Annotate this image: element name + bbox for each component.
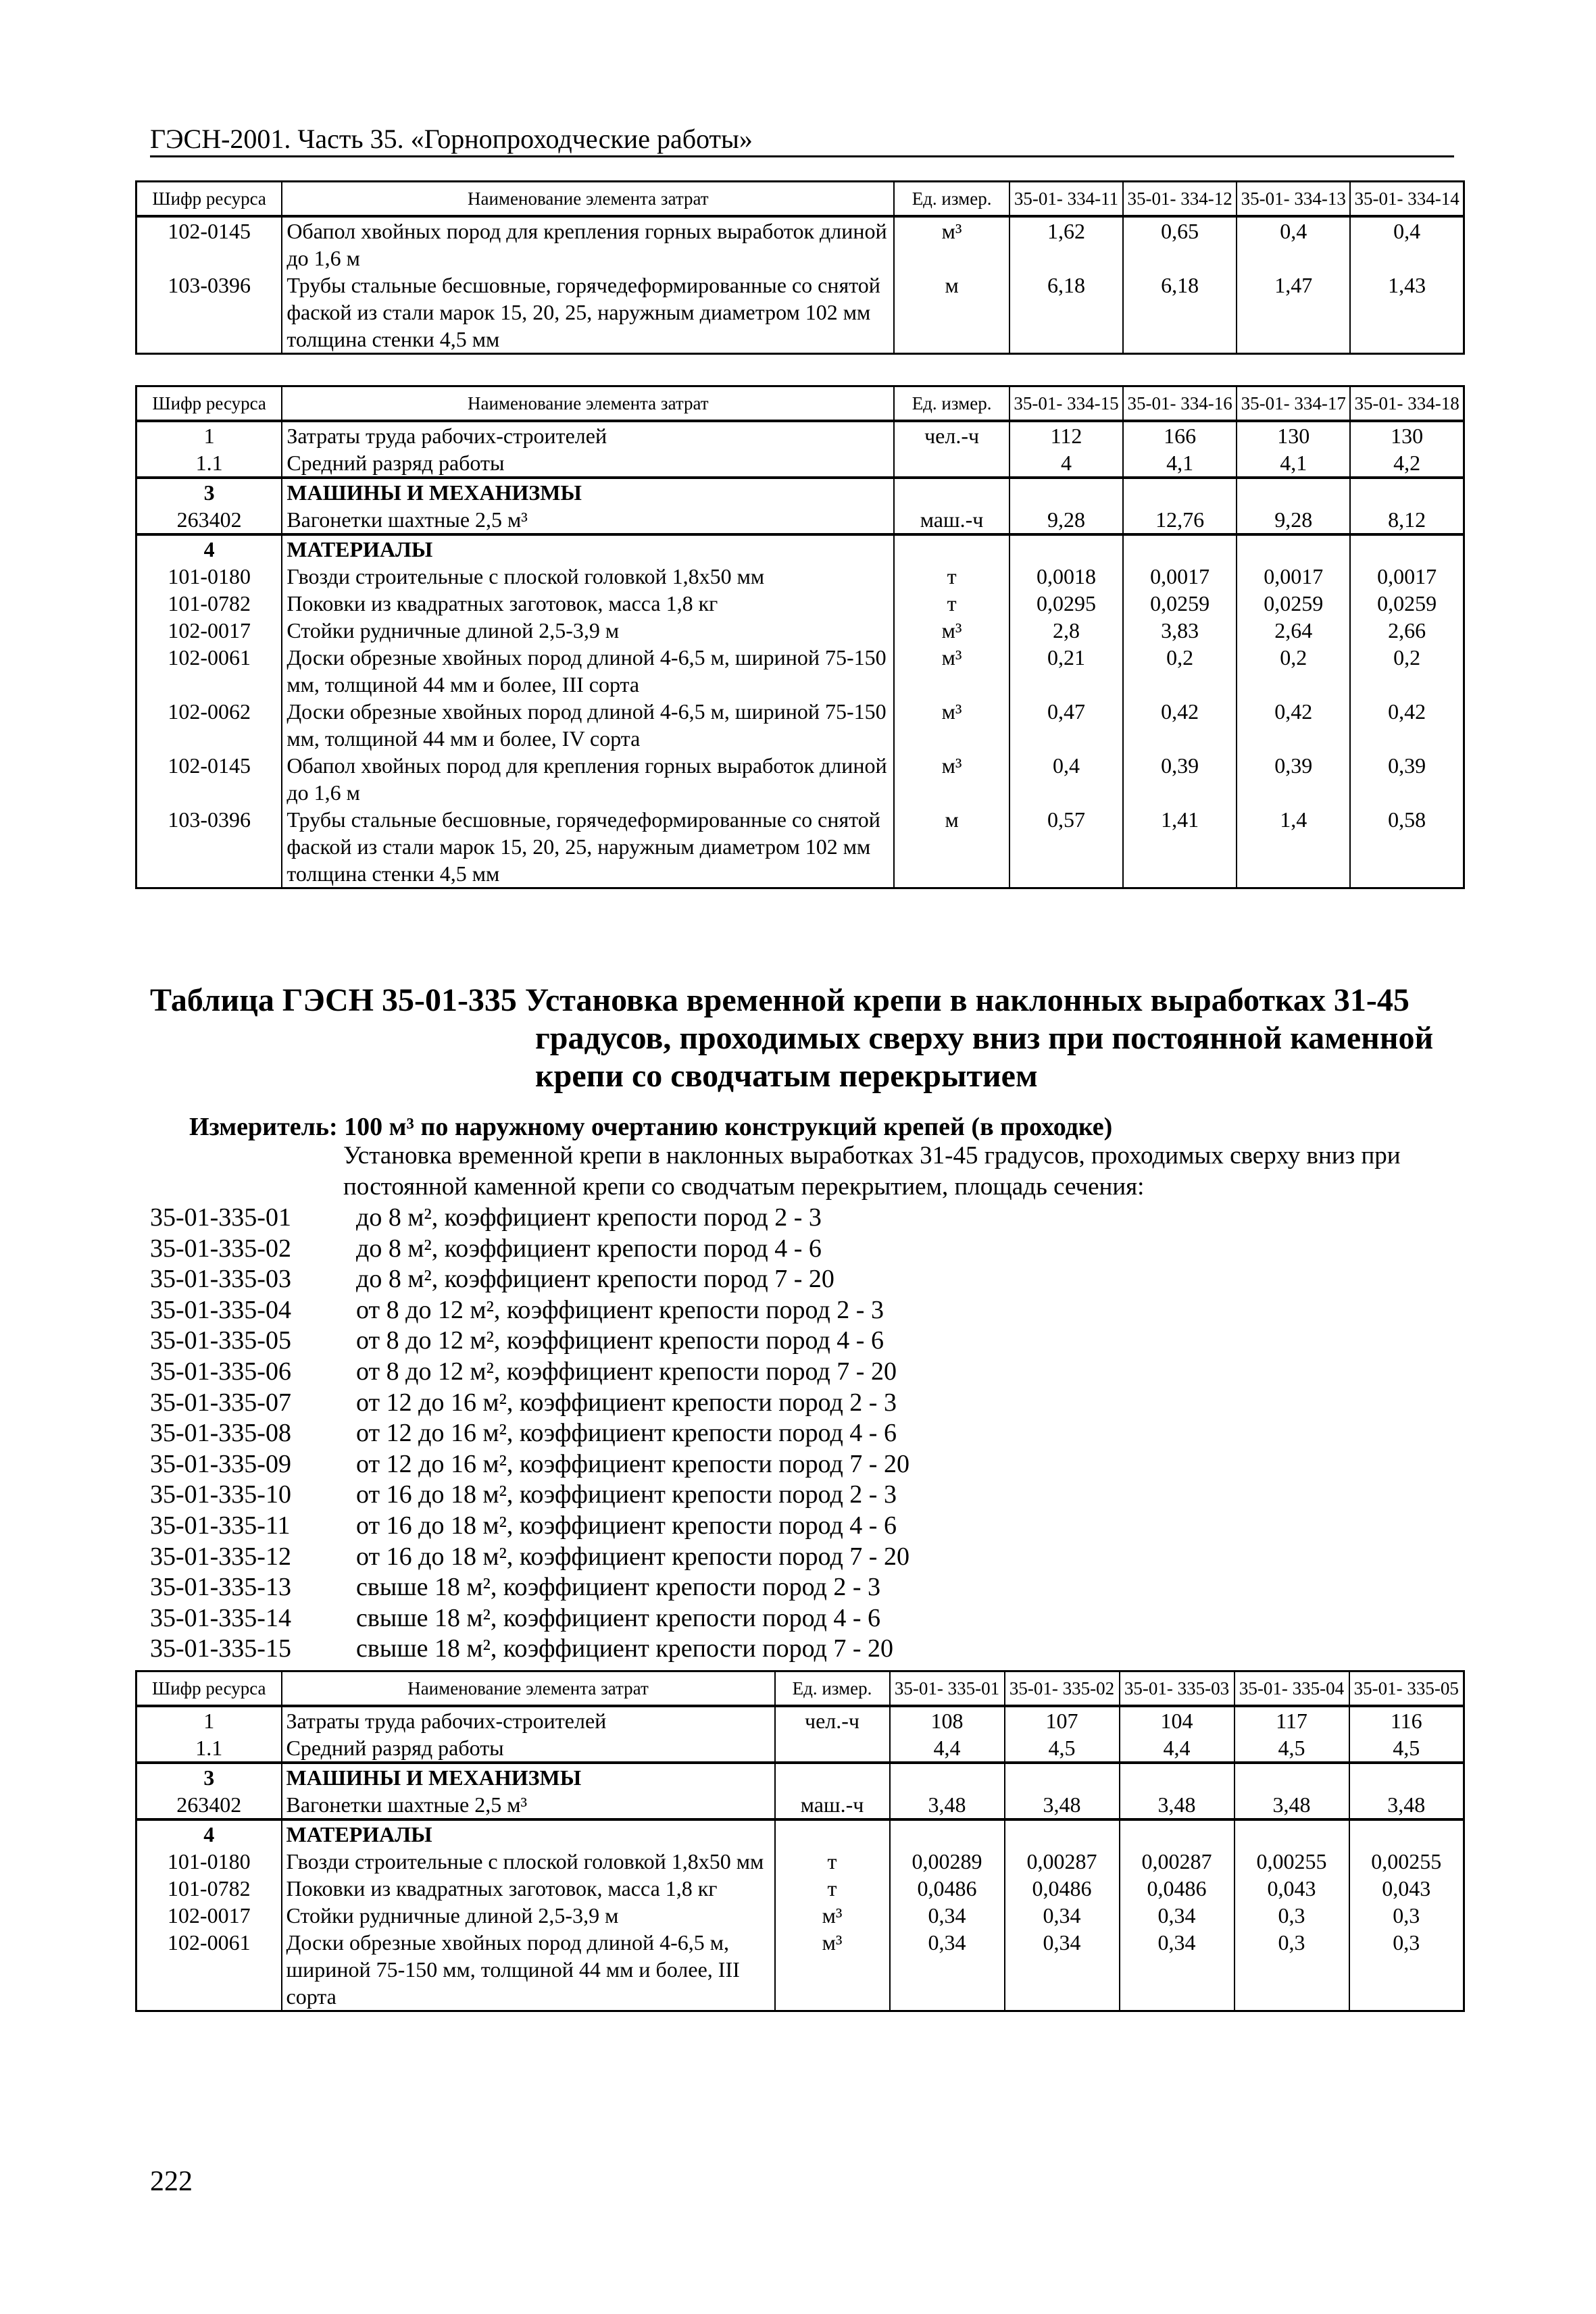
norm-code-description: от 12 до 16 м², коэффициент крепости пород 7 - 20 — [356, 1449, 909, 1478]
resource-name: МАШИНЫ И МЕХАНИЗМЫ — [282, 478, 894, 506]
norm-code-item — [150, 1264, 909, 1295]
norm-code-item — [150, 1603, 909, 1634]
norm-value: 0,34 — [890, 1902, 1005, 1929]
resource-code: 101-0180 — [136, 1848, 282, 1875]
resource-code: 263402 — [136, 1791, 282, 1819]
norm-value: 0,0259 — [1123, 590, 1237, 617]
norm-code: 35-01-335-03 — [150, 1265, 291, 1294]
norm-code-item — [150, 1357, 909, 1388]
resource-name: Трубы стальные бесшовные, горячедеформированные со снятой фаской из стали марок 15, 20, 25, наружным диаметром 102 мм толщина стенки 4,5 мм — [282, 806, 894, 888]
norm-value — [1237, 534, 1350, 563]
norm-value — [1120, 1763, 1235, 1791]
norm-value — [1237, 478, 1350, 506]
table-row — [136, 1763, 1464, 1791]
header-code: Шифр ресурса — [136, 182, 282, 217]
table-title-line-3: крепи со сводчатым перекрытием — [535, 1058, 1038, 1094]
norm-value: 0,0259 — [1237, 590, 1350, 617]
resource-name: Вагонетки шахтные 2,5 м³ — [282, 506, 894, 534]
table-row — [136, 421, 1464, 449]
norm-value: 12,76 — [1123, 506, 1237, 534]
norm-value: 0,3 — [1235, 1929, 1349, 2011]
norm-code-item — [150, 1572, 909, 1603]
norm-value: 0,42 — [1237, 698, 1350, 752]
unit-of-measure — [775, 1734, 890, 1763]
unit-of-measure — [894, 534, 1009, 563]
norm-value: 0,39 — [1123, 752, 1237, 806]
norm-value — [1349, 1819, 1464, 1848]
norm-value: 0,0018 — [1009, 563, 1123, 590]
table-header-row — [136, 386, 1464, 422]
table-row — [136, 1706, 1464, 1734]
norm-value: 1,62 — [1009, 216, 1123, 272]
norm-value: 0,00255 — [1235, 1848, 1349, 1875]
norm-value: 0,00287 — [1120, 1848, 1235, 1875]
resource-name: Доски обрезные хвойных пород длиной 4-6,5 м, шириной 75-150 мм, толщиной 44 мм и более, IV сорта — [282, 698, 894, 752]
norm-value: 0,34 — [1005, 1929, 1120, 2011]
resource-code: 3 — [136, 1763, 282, 1791]
header-norm-code: 35-01- 334-15 — [1009, 386, 1123, 422]
norm-value: 0,2 — [1123, 644, 1237, 698]
table-row — [136, 644, 1464, 698]
norm-code: 35-01-335-06 — [150, 1357, 291, 1386]
norm-value: 6,18 — [1009, 272, 1123, 354]
norm-value — [1349, 1763, 1464, 1791]
norm-value — [1120, 1819, 1235, 1848]
header-norm-code: 35-01- 335-01 — [890, 1671, 1005, 1707]
table-title — [150, 982, 1468, 1095]
header-norm-code: 35-01- 335-04 — [1235, 1671, 1349, 1707]
norm-value: 2,8 — [1009, 617, 1123, 644]
norm-value: 3,48 — [890, 1791, 1005, 1819]
table-row — [136, 1734, 1464, 1763]
norm-value: 130 — [1237, 421, 1350, 449]
norm-code-description: от 16 до 18 м², коэффициент крепости пород 4 - 6 — [356, 1511, 897, 1540]
norm-code: 35-01-335-11 — [150, 1511, 291, 1540]
resource-code: 101-0782 — [136, 1875, 282, 1902]
norm-code-item — [150, 1234, 909, 1265]
unit-of-measure: маш.-ч — [775, 1791, 890, 1819]
norm-code: 35-01-335-05 — [150, 1326, 291, 1355]
table-title-line-2: градусов, проходимых сверху вниз при постоянной каменной — [535, 1020, 1434, 1056]
resource-name: МАТЕРИАЛЫ — [282, 534, 894, 563]
resource-name: Затраты труда рабочих-строителей — [282, 1706, 775, 1734]
resource-name: Гвозди строительные с плоской головкой 1,8х50 мм — [282, 563, 894, 590]
table-row — [136, 617, 1464, 644]
section-description: Установка временной крепи в наклонных выработках 31-45 градусов, проходимых сверху вниз при постоянной каменной крепи со сводчатым перекрытием, площадь сечения: — [343, 1142, 1401, 1201]
norm-code-description: свыше 18 м², коэффициент крепости пород 7 - 20 — [356, 1634, 893, 1663]
resource-name: Вагонетки шахтные 2,5 м³ — [282, 1791, 775, 1819]
norm-value: 0,0017 — [1123, 563, 1237, 590]
norm-value — [1005, 1763, 1120, 1791]
resource-code: 102-0145 — [136, 216, 282, 272]
norm-value: 0,3 — [1349, 1902, 1464, 1929]
norm-value: 6,18 — [1123, 272, 1237, 354]
norm-value: 4,2 — [1350, 449, 1464, 478]
norm-value: 0,34 — [890, 1929, 1005, 2011]
norm-value: 0,42 — [1350, 698, 1464, 752]
norm-value: 3,48 — [1005, 1791, 1120, 1819]
resource-name: Обапол хвойных пород для крепления горных выработок длиной до 1,6 м — [282, 752, 894, 806]
norm-code-description: до 8 м², коэффициент крепости пород 7 - 20 — [356, 1265, 834, 1294]
norm-value: 0,0017 — [1350, 563, 1464, 590]
header-rule — [150, 155, 1454, 157]
norm-code-description: от 8 до 12 м², коэффициент крепости пород 2 - 3 — [356, 1295, 884, 1324]
header-norm-code: 35-01- 335-05 — [1349, 1671, 1464, 1707]
norm-code-item — [150, 1449, 909, 1480]
norm-value — [890, 1819, 1005, 1848]
norm-value: 0,34 — [1005, 1902, 1120, 1929]
resource-name: Стойки рудничные длиной 2,5-3,9 м — [282, 617, 894, 644]
norm-value: 0,043 — [1235, 1875, 1349, 1902]
norm-code: 35-01-335-01 — [150, 1203, 291, 1232]
norm-code: 35-01-335-04 — [150, 1295, 291, 1324]
table-title-line-1: Таблица ГЭСН 35-01-335 Установка временной крепи в наклонных выработках 31-45 — [150, 982, 1410, 1018]
resource-code: 102-0062 — [136, 698, 282, 752]
resource-name: Поковки из квадратных заготовок, масса 1,8 кг — [282, 1875, 775, 1902]
unit-of-measure: м³ — [894, 216, 1009, 272]
table-row — [136, 1791, 1464, 1819]
table-row — [136, 752, 1464, 806]
resource-code: 102-0017 — [136, 617, 282, 644]
resource-name: Трубы стальные бесшовные, горячедеформированные со снятой фаской из стали марок 15, 20, 25, наружным диаметром 102 мм толщина стенки 4,5 мм — [282, 272, 894, 354]
norm-code: 35-01-335-02 — [150, 1234, 291, 1263]
header-unit: Ед. измер. — [894, 386, 1009, 422]
table-row — [136, 1902, 1464, 1929]
norm-value: 0,0486 — [890, 1875, 1005, 1902]
norm-value: 0,2 — [1350, 644, 1464, 698]
norm-value: 0,0295 — [1009, 590, 1123, 617]
resource-name: Поковки из квадратных заготовок, масса 1,8 кг — [282, 590, 894, 617]
norm-value: 9,28 — [1237, 506, 1350, 534]
resource-name: МАТЕРИАЛЫ — [282, 1819, 775, 1848]
norm-value: 0,0486 — [1120, 1875, 1235, 1902]
resource-code: 102-0061 — [136, 644, 282, 698]
norm-value: 0,043 — [1349, 1875, 1464, 1902]
table-row — [136, 449, 1464, 478]
norm-code: 35-01-335-15 — [150, 1634, 291, 1663]
norm-value: 4 — [1009, 449, 1123, 478]
unit-of-measure: т — [775, 1848, 890, 1875]
table-row — [136, 1875, 1464, 1902]
norm-code-description: от 12 до 16 м², коэффициент крепости пород 4 - 6 — [356, 1419, 897, 1448]
unit-of-measure: м³ — [775, 1902, 890, 1929]
norm-value: 4,5 — [1235, 1734, 1349, 1763]
header-unit: Ед. измер. — [894, 182, 1009, 217]
unit-of-measure: м³ — [894, 617, 1009, 644]
table-header-row — [136, 1671, 1464, 1707]
norm-value: 0,3 — [1349, 1929, 1464, 2011]
unit-of-measure: маш.-ч — [894, 506, 1009, 534]
norm-value: 1,41 — [1123, 806, 1237, 888]
norm-value: 3,48 — [1235, 1791, 1349, 1819]
header-norm-code: 35-01- 334-13 — [1237, 182, 1350, 217]
resource-code: 102-0061 — [136, 1929, 282, 2011]
norm-value: 166 — [1123, 421, 1237, 449]
header-norm-code: 35-01- 334-16 — [1123, 386, 1237, 422]
table-row — [136, 534, 1464, 563]
norm-value: 0,34 — [1120, 1902, 1235, 1929]
header-name: Наименование элемента затрат — [282, 386, 894, 422]
norm-code: 35-01-335-08 — [150, 1419, 291, 1448]
norm-value: 0,4 — [1237, 216, 1350, 272]
unit-of-measure: т — [775, 1875, 890, 1902]
norm-value: 0,4 — [1350, 216, 1464, 272]
norm-value: 3,48 — [1120, 1791, 1235, 1819]
header-unit: Ед. измер. — [775, 1671, 890, 1707]
norm-code-description: свыше 18 м², коэффициент крепости пород 4 - 6 — [356, 1603, 880, 1632]
norm-code-item — [150, 1634, 909, 1665]
norm-value: 112 — [1009, 421, 1123, 449]
header-norm-code: 35-01- 334-17 — [1237, 386, 1350, 422]
resource-code: 103-0396 — [136, 272, 282, 354]
resource-name: Доски обрезные хвойных пород длиной 4-6,5 м, шириной 75-150 мм, толщиной 44 мм и более, III сорта — [282, 1929, 775, 2011]
resource-name: Обапол хвойных пород для крепления горных выработок длиной до 1,6 м — [282, 216, 894, 272]
unit-of-measure — [894, 449, 1009, 478]
header-norm-code: 35-01- 334-14 — [1350, 182, 1464, 217]
norm-code-description: от 16 до 18 м², коэффициент крепости пород 2 - 3 — [356, 1480, 897, 1509]
unit-of-measure: т — [894, 590, 1009, 617]
norm-code: 35-01-335-12 — [150, 1542, 291, 1571]
norm-value — [1235, 1763, 1349, 1791]
header-code: Шифр ресурса — [136, 386, 282, 422]
norm-value: 3,48 — [1349, 1791, 1464, 1819]
norm-code-list — [150, 1203, 909, 1665]
norm-value: 4,5 — [1349, 1734, 1464, 1763]
norm-code-item — [150, 1326, 909, 1357]
unit-of-measure: чел.-ч — [894, 421, 1009, 449]
resource-name: Доски обрезные хвойных пород длиной 4-6,5 м, шириной 75-150 мм, толщиной 44 мм и более, III сорта — [282, 644, 894, 698]
table-row — [136, 1819, 1464, 1848]
norm-code-item — [150, 1511, 909, 1542]
norm-value: 116 — [1349, 1706, 1464, 1734]
resource-code: 1.1 — [136, 1734, 282, 1763]
resource-code: 263402 — [136, 506, 282, 534]
norm-code-item — [150, 1295, 909, 1326]
norm-code-description: от 8 до 12 м², коэффициент крепости пород 4 - 6 — [356, 1326, 884, 1355]
norm-code: 35-01-335-14 — [150, 1603, 291, 1632]
page-number: 222 — [150, 2166, 193, 2197]
norm-value: 0,00255 — [1349, 1848, 1464, 1875]
unit-of-measure: м³ — [894, 644, 1009, 698]
norm-value: 4,4 — [1120, 1734, 1235, 1763]
table-row — [136, 216, 1464, 272]
norm-value — [1235, 1819, 1349, 1848]
norm-code-item — [150, 1388, 909, 1419]
resource-name: Затраты труда рабочих-строителей — [282, 421, 894, 449]
resource-code: 101-0782 — [136, 590, 282, 617]
resource-code: 4 — [136, 1819, 282, 1848]
unit-of-measure: м — [894, 806, 1009, 888]
norm-value: 130 — [1350, 421, 1464, 449]
norm-value: 108 — [890, 1706, 1005, 1734]
norm-value — [1009, 478, 1123, 506]
resource-code: 3 — [136, 478, 282, 506]
norm-value — [1350, 534, 1464, 563]
norm-value: 0,65 — [1123, 216, 1237, 272]
norm-value: 117 — [1235, 1706, 1349, 1734]
norm-code-item — [150, 1203, 909, 1234]
table-row — [136, 1848, 1464, 1875]
norm-value: 2,64 — [1237, 617, 1350, 644]
norm-value: 107 — [1005, 1706, 1120, 1734]
norm-value — [1009, 534, 1123, 563]
unit-of-measure: м — [894, 272, 1009, 354]
meter-label: Измеритель: 100 м³ по наружному очертанию конструкций крепей (в проходке) — [189, 1113, 1113, 1141]
norm-value: 1,4 — [1237, 806, 1350, 888]
header-norm-code: 35-01- 334-18 — [1350, 386, 1464, 422]
unit-of-measure — [775, 1763, 890, 1791]
norm-code-description: от 8 до 12 м², коэффициент крепости пород 7 - 20 — [356, 1357, 897, 1386]
resource-code: 101-0180 — [136, 563, 282, 590]
norm-value: 0,0017 — [1237, 563, 1350, 590]
resource-code: 102-0017 — [136, 1902, 282, 1929]
norm-code: 35-01-335-13 — [150, 1573, 291, 1602]
table-row — [136, 272, 1464, 354]
norm-value: 104 — [1120, 1706, 1235, 1734]
resource-name: МАШИНЫ И МЕХАНИЗМЫ — [282, 1763, 775, 1791]
unit-of-measure: т — [894, 563, 1009, 590]
header-name: Наименование элемента затрат — [282, 1671, 775, 1707]
norm-value: 0,0259 — [1350, 590, 1464, 617]
norm-value: 0,21 — [1009, 644, 1123, 698]
norm-value: 0,47 — [1009, 698, 1123, 752]
norm-code-description: от 12 до 16 м², коэффициент крепости пород 2 - 3 — [356, 1388, 897, 1417]
table-row — [136, 1929, 1464, 2011]
header-name: Наименование элемента затрат — [282, 182, 894, 217]
norm-code-description: от 16 до 18 м², коэффициент крепости пород 7 - 20 — [356, 1542, 909, 1571]
norm-value — [1350, 478, 1464, 506]
unit-of-measure — [894, 478, 1009, 506]
norm-value: 1,43 — [1350, 272, 1464, 354]
header-norm-code: 35-01- 335-02 — [1005, 1671, 1120, 1707]
norm-value: 0,0486 — [1005, 1875, 1120, 1902]
resource-name: Средний разряд работы — [282, 449, 894, 478]
resource-code: 4 — [136, 534, 282, 563]
norm-value — [890, 1763, 1005, 1791]
norm-value: 4,5 — [1005, 1734, 1120, 1763]
norm-value: 2,66 — [1350, 617, 1464, 644]
norm-value: 0,2 — [1237, 644, 1350, 698]
norm-value: 4,4 — [890, 1734, 1005, 1763]
resource-name: Стойки рудничные длиной 2,5-3,9 м — [282, 1902, 775, 1929]
norm-value: 0,57 — [1009, 806, 1123, 888]
unit-of-measure: чел.-ч — [775, 1706, 890, 1734]
norm-value: 0,39 — [1350, 752, 1464, 806]
norm-code-description: свыше 18 м², коэффициент крепости пород 2 - 3 — [356, 1573, 880, 1602]
unit-of-measure: м³ — [894, 698, 1009, 752]
resource-table-335-01-05 — [135, 1670, 1465, 2012]
norm-value: 4,1 — [1237, 449, 1350, 478]
norm-value: 0,00289 — [890, 1848, 1005, 1875]
norm-value: 1,47 — [1237, 272, 1350, 354]
table-header-row — [136, 182, 1464, 217]
norm-code-description: до 8 м², коэффициент крепости пород 4 - 6 — [356, 1234, 822, 1263]
table-row — [136, 506, 1464, 534]
norm-value: 3,83 — [1123, 617, 1237, 644]
header-norm-code: 35-01- 335-03 — [1120, 1671, 1235, 1707]
norm-value: 8,12 — [1350, 506, 1464, 534]
resource-table-334-11-14 — [135, 180, 1465, 355]
norm-value: 4,1 — [1123, 449, 1237, 478]
header-norm-code: 35-01- 334-11 — [1009, 182, 1123, 217]
header-code: Шифр ресурса — [136, 1671, 282, 1707]
norm-value: 0,58 — [1350, 806, 1464, 888]
table-row — [136, 563, 1464, 590]
norm-value: 0,42 — [1123, 698, 1237, 752]
resource-code: 103-0396 — [136, 806, 282, 888]
unit-of-measure: м³ — [894, 752, 1009, 806]
table-row — [136, 590, 1464, 617]
norm-code: 35-01-335-10 — [150, 1480, 291, 1509]
norm-value — [1123, 478, 1237, 506]
norm-value: 0,3 — [1235, 1902, 1349, 1929]
norm-value: 0,39 — [1237, 752, 1350, 806]
norm-value: 0,4 — [1009, 752, 1123, 806]
norm-value: 9,28 — [1009, 506, 1123, 534]
resource-code: 102-0145 — [136, 752, 282, 806]
resource-code: 1.1 — [136, 449, 282, 478]
header-norm-code: 35-01- 334-12 — [1123, 182, 1237, 217]
norm-code-item — [150, 1542, 909, 1573]
norm-code-item — [150, 1418, 909, 1449]
norm-value — [1005, 1819, 1120, 1848]
resource-name: Средний разряд работы — [282, 1734, 775, 1763]
norm-value — [1123, 534, 1237, 563]
unit-of-measure: м³ — [775, 1929, 890, 2011]
resource-name: Гвозди строительные с плоской головкой 1,8х50 мм — [282, 1848, 775, 1875]
norm-value: 0,34 — [1120, 1929, 1235, 2011]
resource-code: 1 — [136, 421, 282, 449]
norm-value: 0,00287 — [1005, 1848, 1120, 1875]
running-head: ГЭСН-2001. Часть 35. «Горнопроходческие работы» — [150, 124, 753, 154]
norm-code-item — [150, 1480, 909, 1511]
resource-table-334-15-18 — [135, 385, 1465, 889]
norm-code-description: до 8 м², коэффициент крепости пород 2 - 3 — [356, 1203, 822, 1232]
unit-of-measure — [775, 1819, 890, 1848]
table-row — [136, 698, 1464, 752]
table-row — [136, 478, 1464, 506]
resource-code: 1 — [136, 1706, 282, 1734]
table-row — [136, 806, 1464, 888]
norm-code: 35-01-335-09 — [150, 1449, 291, 1478]
norm-code: 35-01-335-07 — [150, 1388, 291, 1417]
